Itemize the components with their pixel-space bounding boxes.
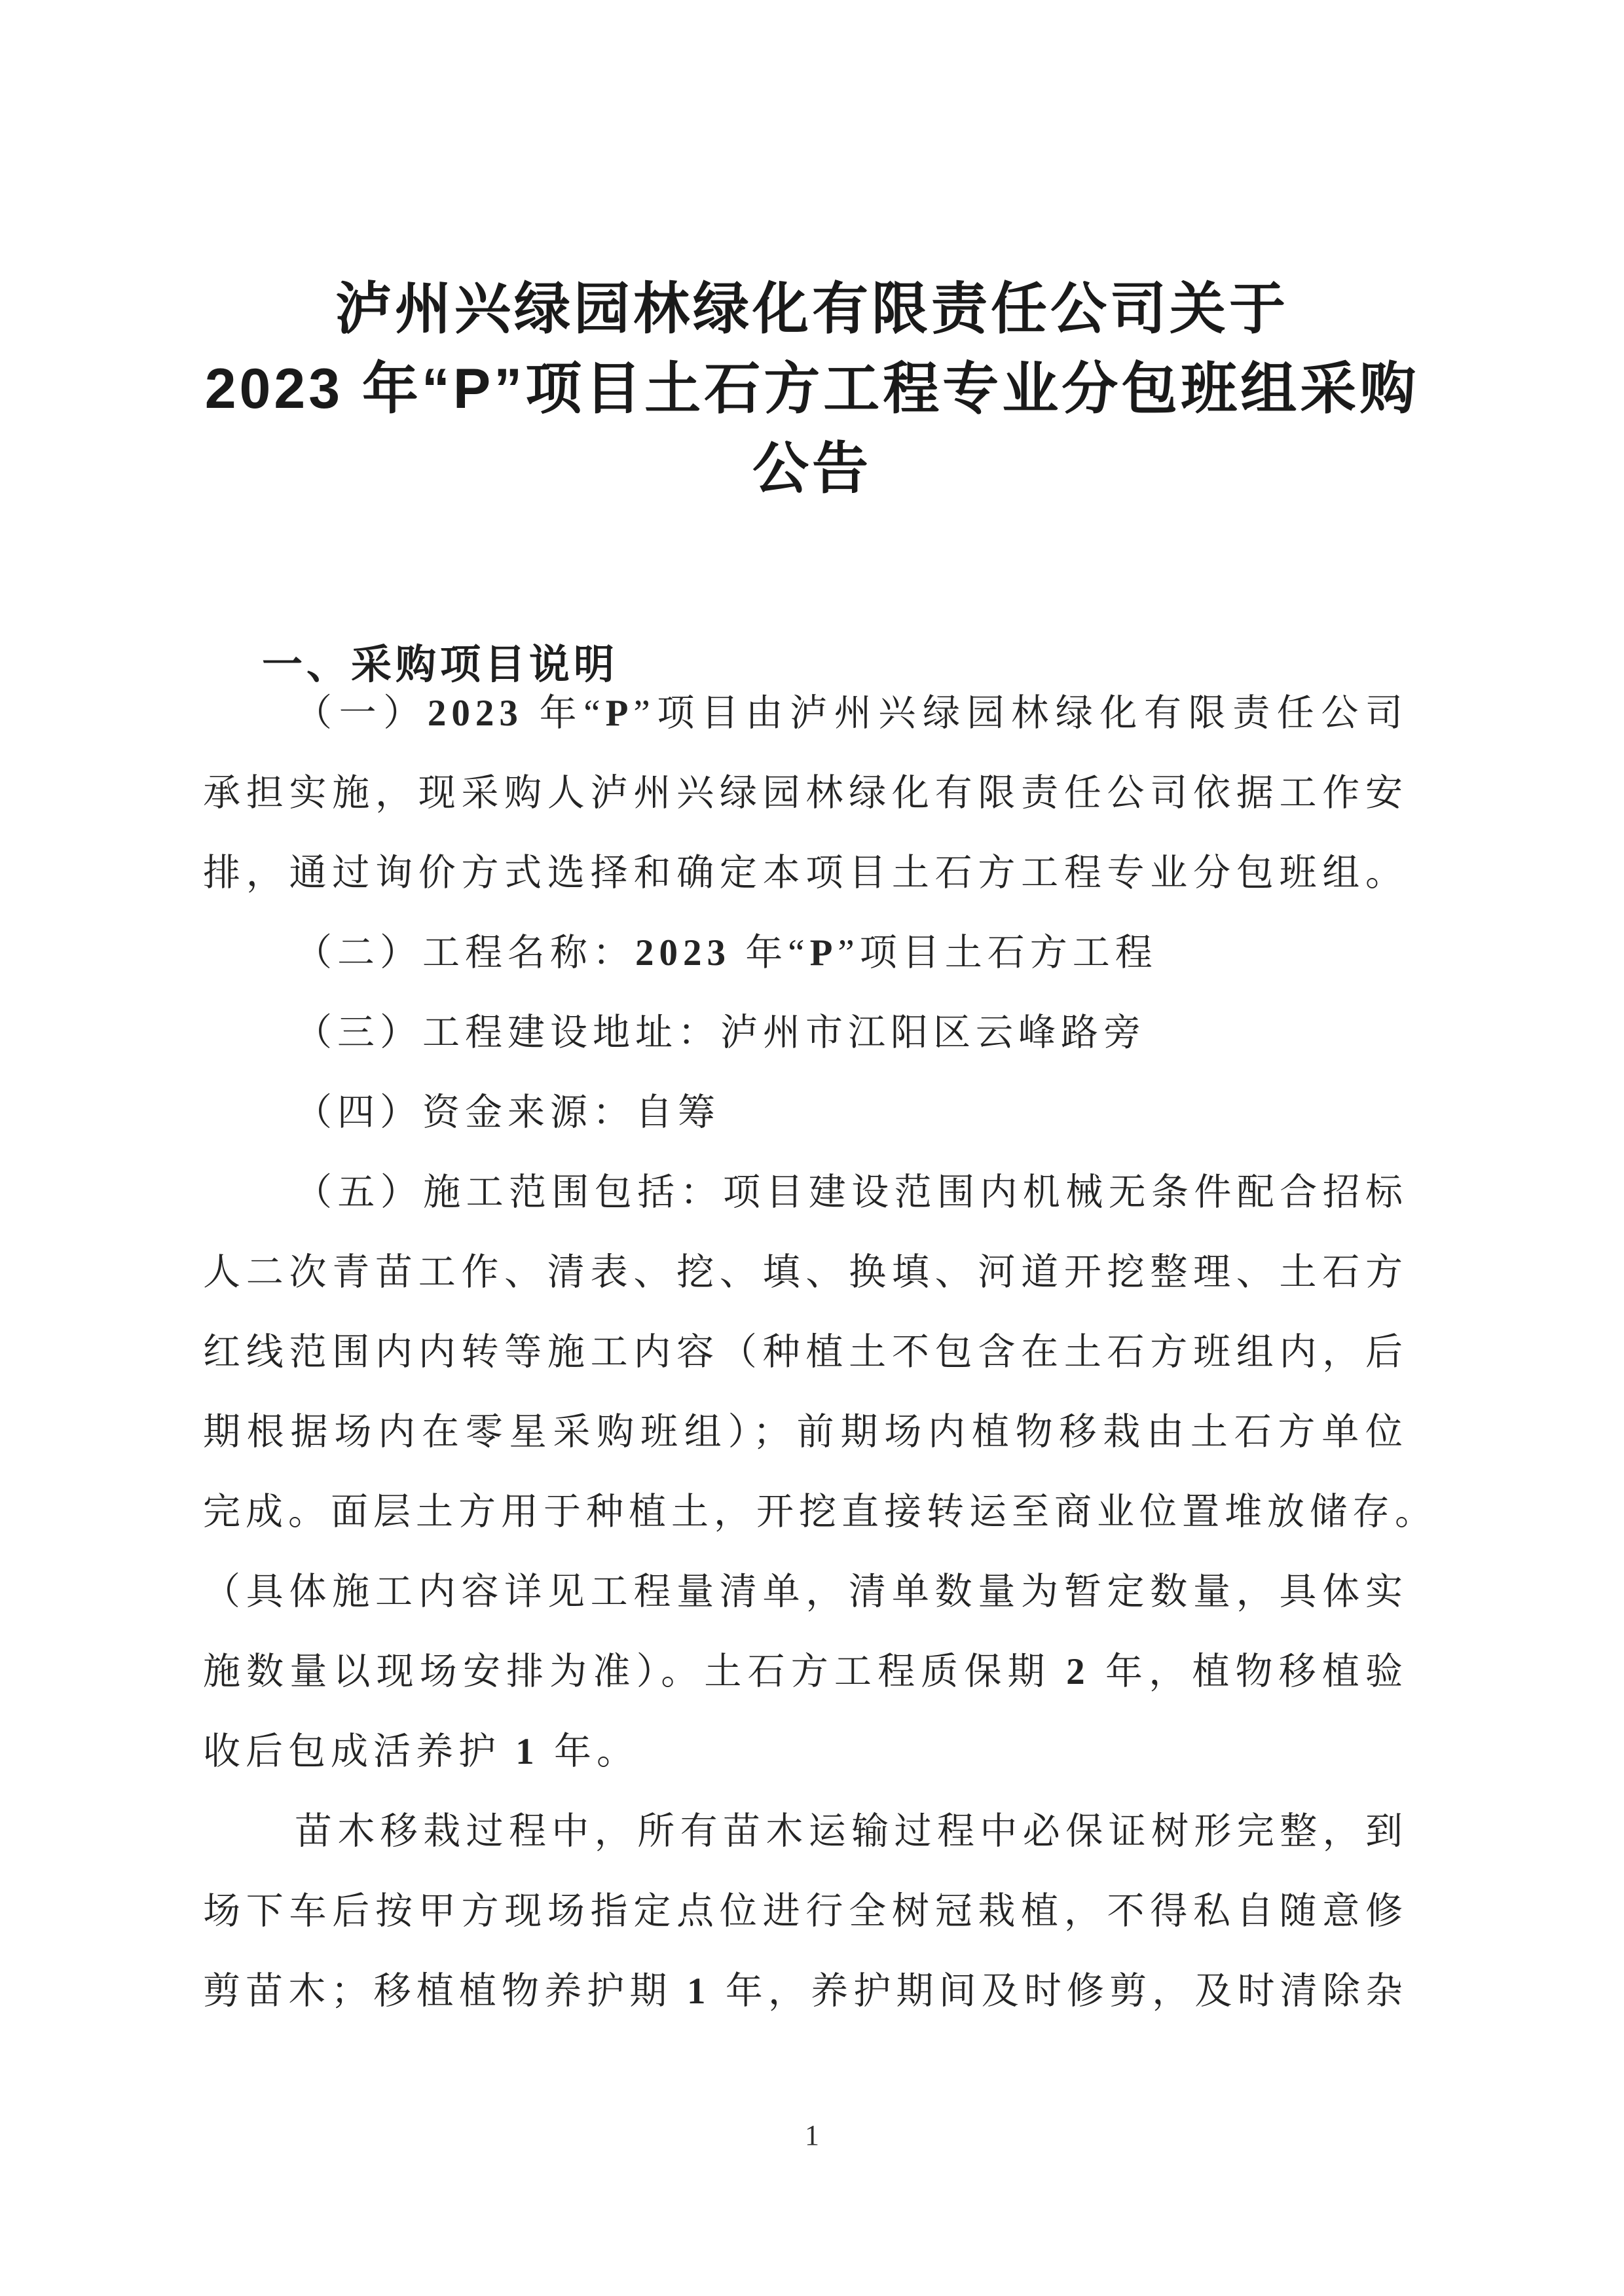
body-line: 场下车后按甲方现场指定点位进行全树冠栽植，不得私自随意修 (203, 1891, 1408, 1932)
body-line: （四）资金来源：自筹 (295, 1092, 720, 1133)
section-heading: 一、采购项目说明 (262, 642, 619, 688)
title-line: 公告 (752, 437, 872, 500)
body-line: 排，通过询价方式选择和确定本项目土石方工程专业分包班组。 (203, 852, 1408, 894)
title-line: 2023 年“P”项目土石方工程专业分包班组采购 (204, 357, 1420, 420)
body-line: 施数量以现场安排为准）。土石方工程质保期 2 年，植物移植验 (203, 1651, 1408, 1692)
body-line: （一）2023 年“P”项目由泸州兴绿园林绿化有限责任公司 (295, 693, 1408, 734)
body-text (203, 674, 1437, 2032)
body-line: 苗木移栽过程中，所有苗木运输过程中必保证树形完整，到 (295, 1811, 1408, 1852)
body-line: 红线范围内内转等施工内容（种植土不包含在土石方班组内，后 (203, 1332, 1408, 1373)
body-line: 人二次青苗工作、清表、挖、填、换填、河道开挖整理、土石方 (203, 1252, 1408, 1293)
body-line: 完成。面层土方用于种植土，开挖直接转运至商业位置堆放储存。 (203, 1491, 1437, 1533)
body-line: （三）工程建设地址：泸州市江阳区云峰路旁 (295, 1012, 1146, 1053)
body-line: 承担实施，现采购人泸州兴绿园林绿化有限责任公司依据工作安 (203, 773, 1408, 814)
body-line: 收后包成活养护 1 年。 (203, 1731, 639, 1772)
page-number: 1 (805, 2119, 819, 2151)
body-line: （二）工程名称：2023 年“P”项目土石方工程 (295, 932, 1158, 974)
title-line: 泸州兴绿园林绿化有限责任公司关于 (335, 278, 1289, 340)
body-line: （具体施工内容详见工程量清单，清单数量为暂定数量，具体实 (203, 1571, 1408, 1613)
body-line: （五）施工范围包括：项目建设范围内机械无条件配合招标 (295, 1172, 1408, 1213)
body-line: 期根据场内在零星采购班组）；前期场内植物移栽由土石方单位 (203, 1412, 1408, 1453)
document-title (0, 269, 1624, 509)
body-line: 剪苗木；移植植物养护期 1 年，养护期间及时修剪，及时清除杂 (203, 1971, 1409, 2012)
